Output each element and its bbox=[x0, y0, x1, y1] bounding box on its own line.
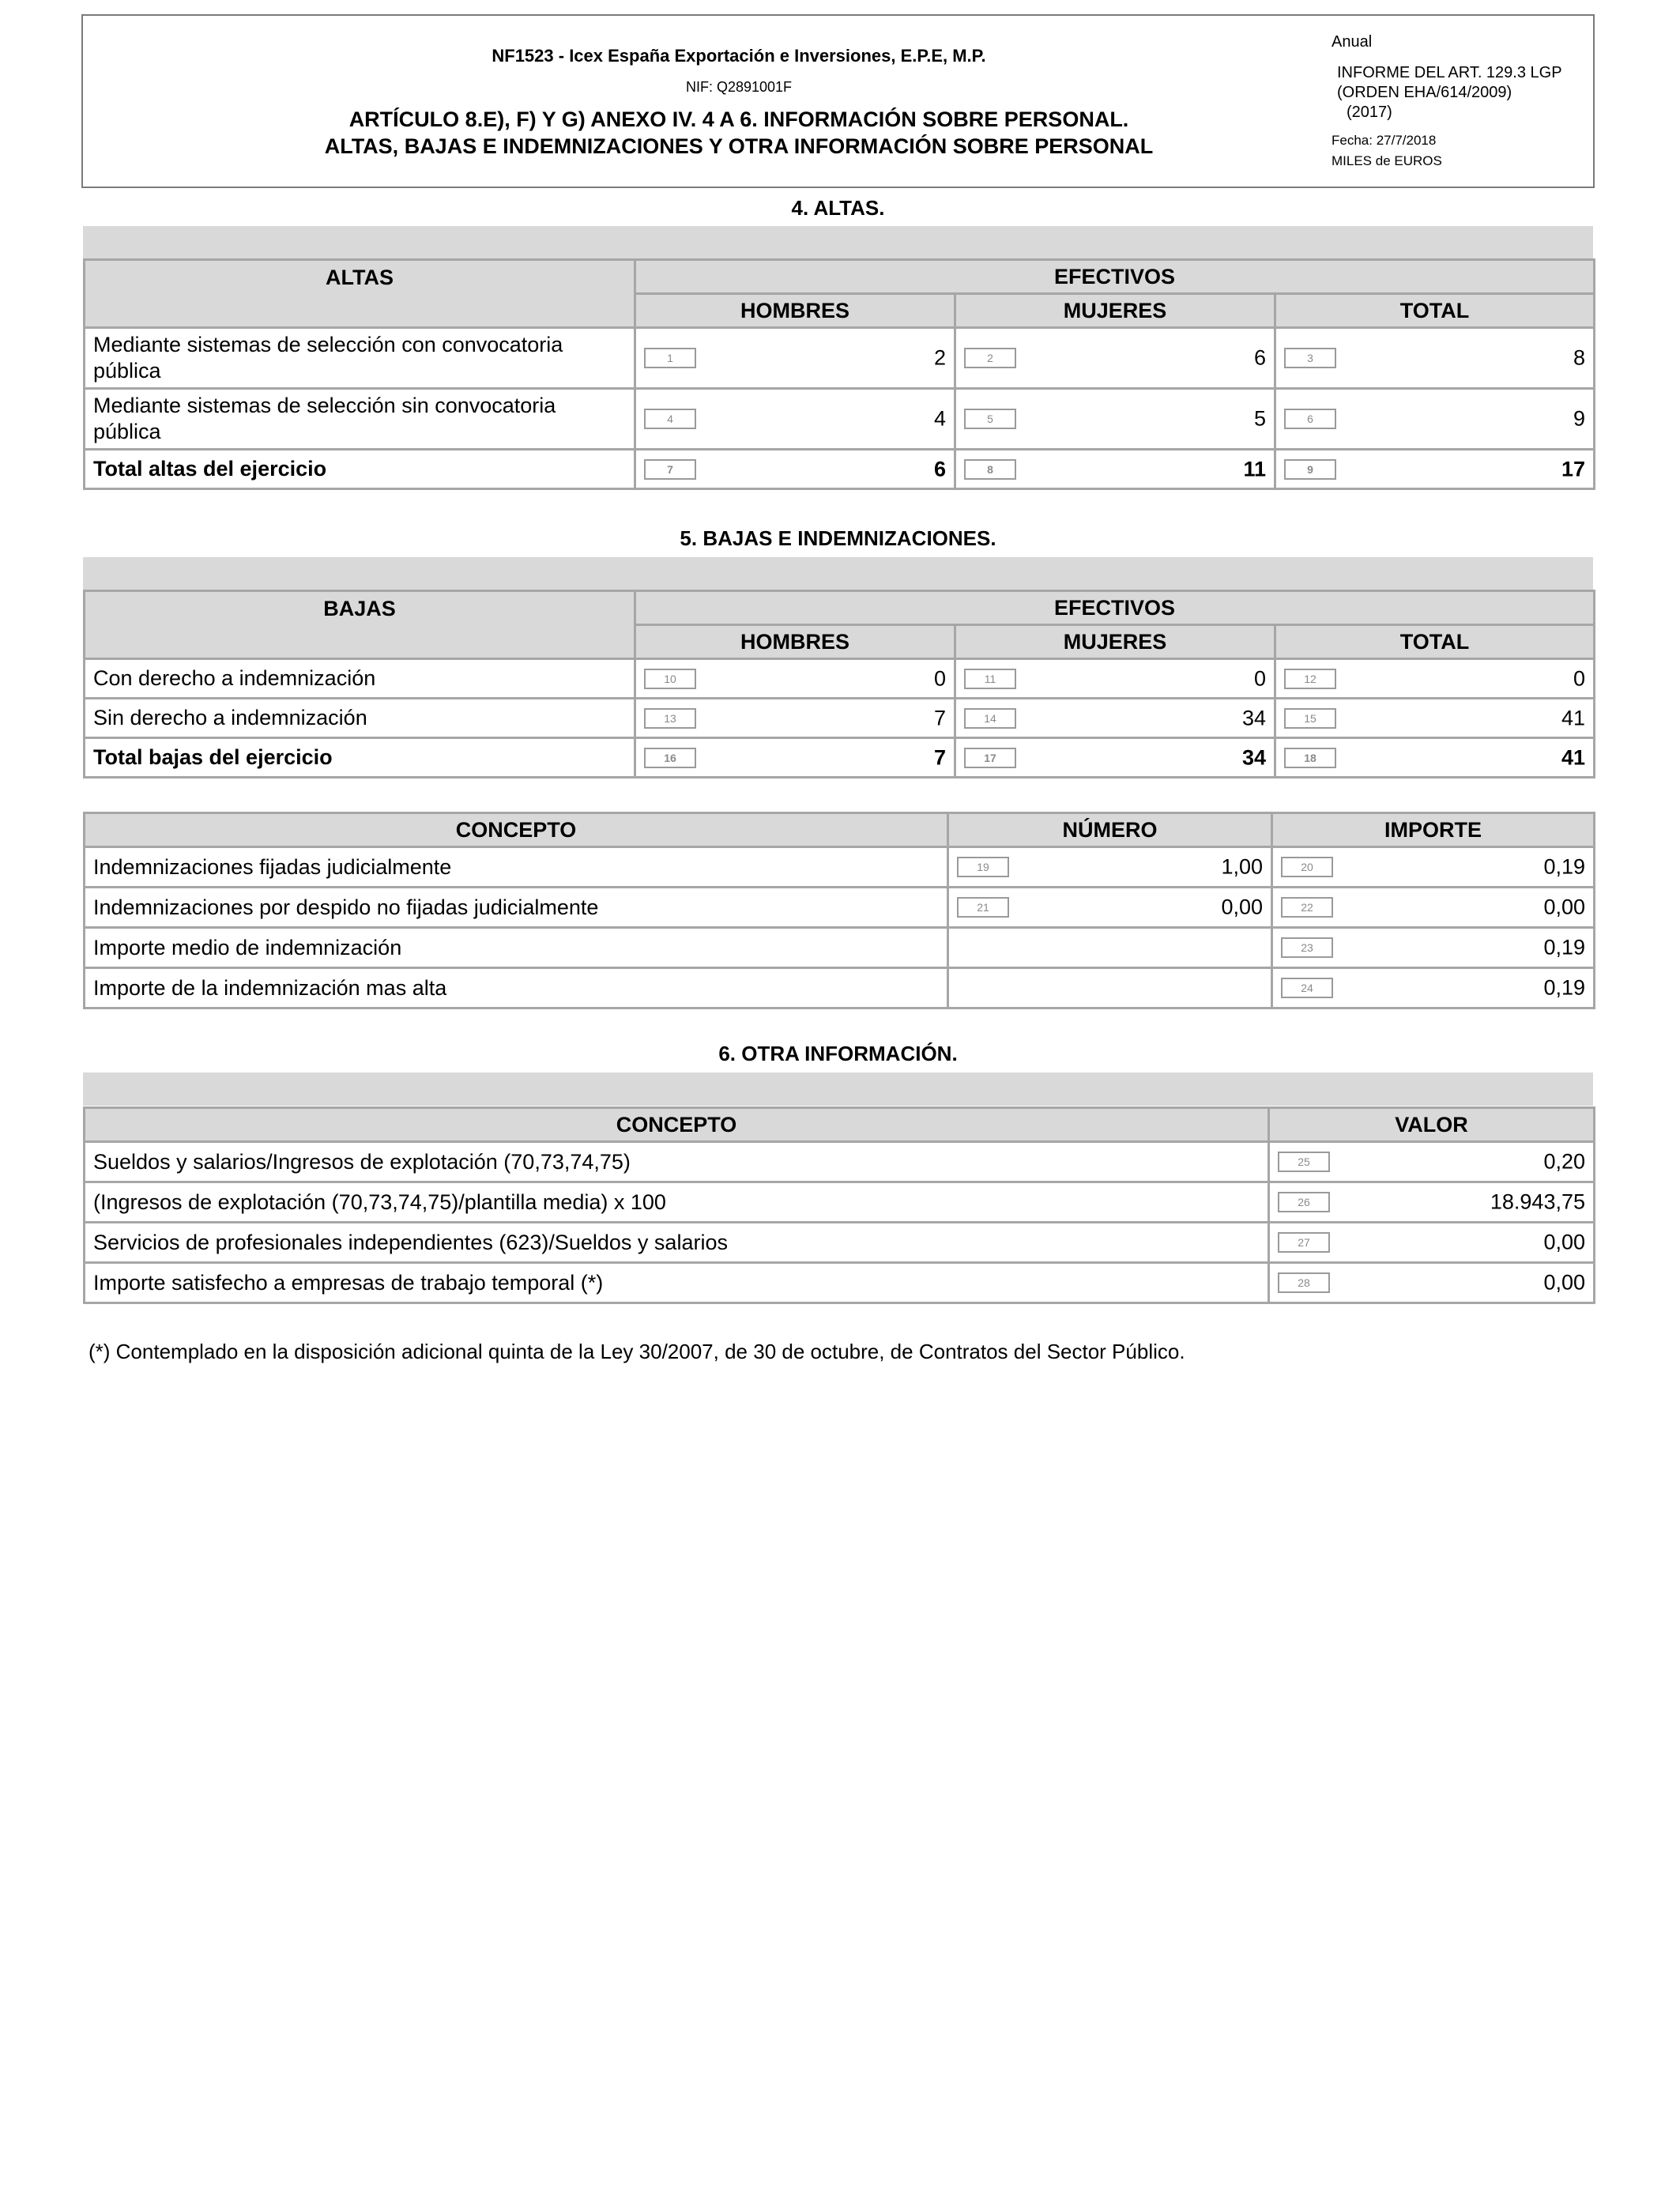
periodicity-label: Anual bbox=[1332, 33, 1373, 51]
cell-value: 8 bbox=[1573, 345, 1586, 370]
cell-ref-box: 5 bbox=[964, 409, 1016, 429]
entity-name: NF1523 - Icex España Exportación e Inversiones, E.P.E, M.P. bbox=[492, 46, 986, 66]
entity-nif: NIF: Q2891001F bbox=[685, 79, 793, 95]
cell-ref-box: 9 bbox=[1284, 459, 1336, 480]
table-row bbox=[85, 928, 1595, 968]
cell-ref-box: 21 bbox=[957, 897, 1009, 918]
table-row bbox=[85, 328, 1595, 389]
report-reference bbox=[1337, 63, 1562, 123]
cell-ref-box: 25 bbox=[1278, 1152, 1330, 1172]
cell-value: 34 bbox=[1241, 706, 1266, 729]
bajas-col-concept: BAJAS bbox=[85, 591, 635, 659]
altas-col-efectivos: EFECTIVOS bbox=[635, 260, 1595, 294]
altas-col-concept: ALTAS bbox=[85, 260, 635, 328]
cell-ref-box: 28 bbox=[1278, 1272, 1330, 1293]
cell-ref-box: 14 bbox=[964, 708, 1016, 729]
table-row bbox=[85, 1263, 1595, 1303]
cell-value: 41 bbox=[1561, 745, 1586, 769]
empty-cell bbox=[948, 968, 1272, 1008]
row-label: Total bajas del ejercicio bbox=[85, 738, 635, 778]
cell-ref-box: 15 bbox=[1284, 708, 1336, 729]
table-row bbox=[85, 1182, 1595, 1223]
row-label: Mediante sistemas de selección con convocatoria pública bbox=[85, 328, 635, 389]
section-bar-altas bbox=[83, 226, 1593, 259]
indem-col-importe: IMPORTE bbox=[1272, 813, 1595, 847]
report-header bbox=[81, 14, 1595, 188]
cell-value: 0 bbox=[933, 666, 946, 690]
table-row-total bbox=[85, 450, 1595, 489]
cell-value: 7 bbox=[933, 706, 946, 729]
cell-value: 11 bbox=[1243, 457, 1266, 481]
cell-value: 0,19 bbox=[1543, 975, 1585, 1000]
otra-col-concept: CONCEPTO bbox=[85, 1108, 1269, 1142]
row-label: Total altas del ejercicio bbox=[85, 450, 635, 489]
cell-value: 1,00 bbox=[1221, 854, 1263, 879]
table-row bbox=[85, 1142, 1595, 1182]
cell-ref-box: 10 bbox=[644, 669, 696, 689]
report-reference-line2: (ORDEN EHA/614/2009) bbox=[1337, 84, 1512, 101]
cell-ref-box: 13 bbox=[644, 708, 696, 729]
report-units: MILES de EUROS bbox=[1332, 153, 1442, 168]
cell-value: 41 bbox=[1561, 706, 1586, 729]
cell-value: 0 bbox=[1573, 666, 1586, 690]
section-bar-bajas bbox=[83, 557, 1593, 590]
cell-value: 0,19 bbox=[1543, 854, 1585, 879]
altas-col-hombres: HOMBRES bbox=[635, 294, 955, 328]
cell-value: 4 bbox=[933, 406, 946, 431]
bajas-col-efectivos: EFECTIVOS bbox=[635, 591, 1595, 625]
otra-informacion-table bbox=[83, 1106, 1595, 1304]
table-row bbox=[85, 389, 1595, 450]
row-label: Indemnizaciones por despido no fijadas judicialmente bbox=[85, 888, 948, 928]
row-label: Importe medio de indemnización bbox=[85, 928, 948, 968]
cell-value: 7 bbox=[933, 745, 946, 769]
row-label: Importe de la indemnización mas alta bbox=[85, 968, 948, 1008]
row-label: Sueldos y salarios/Ingresos de explotación (70,73,74,75) bbox=[85, 1142, 1269, 1182]
section-bar-otra bbox=[83, 1072, 1593, 1106]
cell-value: 0,00 bbox=[1543, 895, 1585, 919]
indem-col-numero: NÚMERO bbox=[948, 813, 1272, 847]
table-row bbox=[85, 888, 1595, 928]
bajas-table bbox=[83, 590, 1595, 778]
cell-value: 18.943,75 bbox=[1490, 1189, 1585, 1214]
cell-ref-box: 18 bbox=[1284, 748, 1336, 768]
cell-ref-box: 20 bbox=[1281, 857, 1333, 877]
row-label: (Ingresos de explotación (70,73,74,75)/plantilla media) x 100 bbox=[85, 1182, 1269, 1223]
bajas-col-hombres: HOMBRES bbox=[635, 625, 955, 659]
cell-ref-box: 17 bbox=[964, 748, 1016, 768]
table-row bbox=[85, 699, 1595, 738]
row-label: Mediante sistemas de selección sin convocatoria pública bbox=[85, 389, 635, 450]
altas-table bbox=[83, 258, 1595, 490]
cell-value: 6 bbox=[933, 457, 946, 481]
table-row bbox=[85, 847, 1595, 888]
bajas-col-total: TOTAL bbox=[1275, 625, 1595, 659]
empty-cell bbox=[948, 928, 1272, 968]
row-label: Servicios de profesionales independientes (623)/Sueldos y salarios bbox=[85, 1223, 1269, 1263]
indem-col-concept: CONCEPTO bbox=[85, 813, 948, 847]
cell-ref-box: 24 bbox=[1281, 978, 1333, 998]
altas-col-mujeres: MUJERES bbox=[955, 294, 1275, 328]
row-label: Indemnizaciones fijadas judicialmente bbox=[85, 847, 948, 888]
table-row bbox=[85, 659, 1595, 699]
cell-value: 17 bbox=[1561, 457, 1586, 481]
cell-ref-box: 27 bbox=[1278, 1232, 1330, 1253]
cell-ref-box: 6 bbox=[1284, 409, 1336, 429]
report-title-line1: ARTÍCULO 8.E), F) Y G) ANEXO IV. 4 A 6. INFORMACIÓN SOBRE PERSONAL. bbox=[348, 107, 1129, 131]
cell-value: 0,00 bbox=[1543, 1270, 1585, 1295]
cell-ref-box: 11 bbox=[964, 669, 1016, 689]
altas-col-total: TOTAL bbox=[1275, 294, 1595, 328]
cell-value: 0,20 bbox=[1543, 1149, 1585, 1174]
cell-value: 2 bbox=[933, 345, 946, 370]
cell-ref-box: 16 bbox=[644, 748, 696, 768]
cell-value: 0,00 bbox=[1221, 895, 1263, 919]
otra-col-valor: VALOR bbox=[1269, 1108, 1595, 1142]
cell-ref-box: 23 bbox=[1281, 937, 1333, 958]
cell-ref-box: 4 bbox=[644, 409, 696, 429]
table-row bbox=[85, 1223, 1595, 1263]
row-label: Sin derecho a indemnización bbox=[85, 699, 635, 738]
cell-ref-box: 19 bbox=[957, 857, 1009, 877]
table-row bbox=[85, 968, 1595, 1008]
table-row-total bbox=[85, 738, 1595, 778]
cell-ref-box: 8 bbox=[964, 459, 1016, 480]
row-label: Importe satisfecho a empresas de trabajo temporal (*) bbox=[85, 1263, 1269, 1303]
row-label: Con derecho a indemnización bbox=[85, 659, 635, 699]
indemnizaciones-table bbox=[83, 812, 1595, 1009]
bajas-col-mujeres: MUJERES bbox=[955, 625, 1275, 659]
report-reference-year: (2017) bbox=[1347, 104, 1392, 121]
cell-ref-box: 12 bbox=[1284, 669, 1336, 689]
report-date: Fecha: 27/7/2018 bbox=[1332, 133, 1437, 148]
cell-ref-box: 26 bbox=[1278, 1192, 1330, 1212]
report-reference-line1: INFORME DEL ART. 129.3 LGP bbox=[1337, 64, 1562, 81]
cell-value: 0 bbox=[1253, 666, 1266, 690]
cell-value: 0,00 bbox=[1543, 1230, 1585, 1254]
report-title-line2: ALTAS, BAJAS E INDEMNIZACIONES Y OTRA INFORMACIÓN SOBRE PERSONAL bbox=[324, 134, 1154, 158]
section-title-altas: 4. ALTAS. bbox=[791, 196, 885, 220]
section-title-bajas: 5. BAJAS E INDEMNIZACIONES. bbox=[680, 526, 996, 550]
cell-ref-box: 2 bbox=[964, 348, 1016, 368]
cell-value: 9 bbox=[1573, 406, 1586, 431]
cell-value: 34 bbox=[1241, 745, 1266, 769]
cell-value: 0,19 bbox=[1543, 935, 1585, 959]
section-title-otra: 6. OTRA INFORMACIÓN. bbox=[718, 1042, 958, 1065]
cell-ref-box: 1 bbox=[644, 348, 696, 368]
cell-value: 6 bbox=[1253, 345, 1266, 370]
cell-ref-box: 3 bbox=[1284, 348, 1336, 368]
cell-value: 5 bbox=[1253, 406, 1266, 431]
cell-ref-box: 7 bbox=[644, 459, 696, 480]
cell-ref-box: 22 bbox=[1281, 897, 1333, 918]
footnote: (*) Contemplado en la disposición adicional quinta de la Ley 30/2007, de 30 de octubre, de Contratos del Sector Público. bbox=[89, 1340, 1185, 1363]
